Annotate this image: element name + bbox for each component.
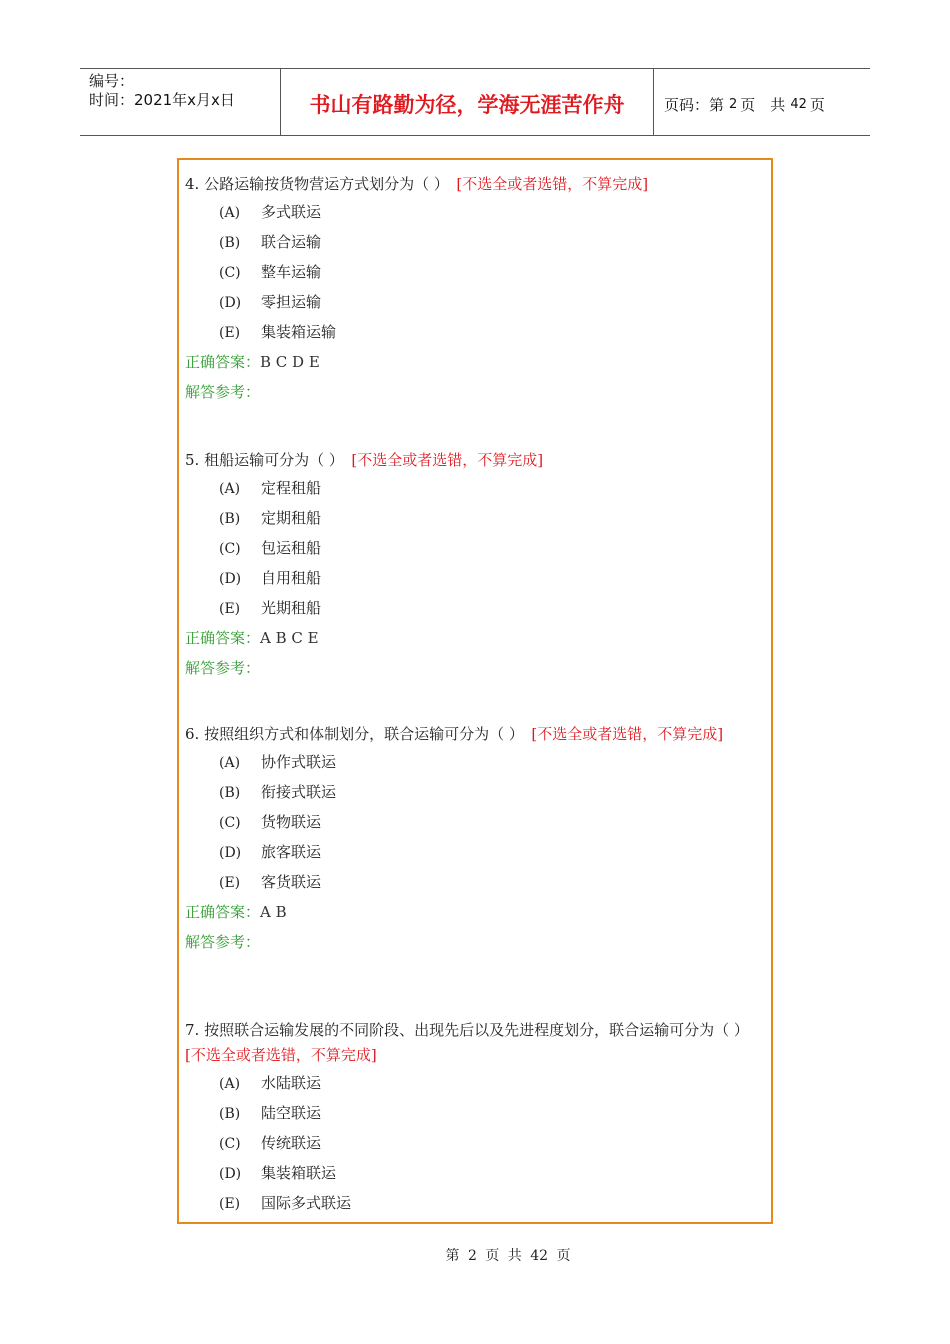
answer-value: A B (260, 903, 287, 921)
option-label: (B) (219, 785, 241, 801)
option-label: (C) (219, 1136, 241, 1152)
option-label: (E) (219, 325, 241, 341)
option-text: 货物联运 (261, 813, 322, 831)
option-text: 水陆联运 (261, 1074, 322, 1092)
option-label: (E) (219, 601, 241, 617)
option-label: (E) (219, 875, 241, 891)
footer-mid: 页 共 (485, 1248, 522, 1264)
option-text: 国际多式联运 (261, 1194, 352, 1212)
question-warning: [不选全或者选错，不算完成] (351, 451, 544, 469)
option-label: (E) (219, 1196, 241, 1212)
footer-current: 2 (467, 1248, 477, 1264)
option-text: 传统联运 (261, 1134, 322, 1152)
header-page-mid: 页 共 (740, 95, 786, 114)
question-5 (185, 448, 763, 683)
question-stem-text: 6. 按照组织方式和体制划分，联合运输可分为（ ） (185, 725, 517, 743)
header-date: 时间：2021年x月x日 (89, 91, 235, 109)
option-label: (C) (219, 815, 241, 831)
header-page-prefix: 页码：第 (664, 95, 725, 114)
question-box (177, 158, 773, 1224)
option-label: (B) (219, 1106, 241, 1122)
question-warning: [不选全或者选错，不算完成] (185, 1046, 377, 1064)
correct-answer (185, 623, 763, 653)
option-label: (C) (219, 541, 241, 557)
answer-value: A B C E (260, 629, 319, 647)
option-label: (A) (219, 481, 241, 497)
question-6 (185, 722, 763, 957)
option-a[interactable] (185, 473, 763, 503)
option-text: 定期租船 (261, 509, 322, 527)
option-text: 多式联运 (261, 203, 322, 221)
header-page-total: 42 (790, 96, 807, 112)
option-label: (D) (219, 571, 242, 587)
option-b[interactable] (185, 777, 763, 807)
option-label: (B) (219, 235, 241, 251)
page-header (80, 68, 870, 136)
option-b[interactable] (185, 1098, 763, 1128)
option-a[interactable] (185, 197, 763, 227)
answer-reference: 解答参考： (185, 933, 261, 951)
answer-label: 正确答案： (185, 629, 261, 647)
question-stem-text: 5. 租船运输可分为（ ） (185, 451, 337, 469)
option-text: 联合运输 (261, 233, 322, 251)
option-c[interactable] (185, 1128, 763, 1158)
option-c[interactable] (185, 533, 763, 563)
option-label: (A) (219, 755, 241, 771)
page-footer (0, 1245, 950, 1265)
header-meta (80, 69, 281, 135)
answer-value: B C D E (260, 353, 320, 371)
option-d[interactable] (185, 563, 763, 593)
question-warning: [不选全或者选错，不算完成] (456, 175, 649, 193)
option-label: (D) (219, 1166, 242, 1182)
option-text: 自用租船 (261, 569, 322, 587)
option-text: 整车运输 (261, 263, 322, 281)
option-label: (A) (219, 205, 241, 221)
option-d[interactable] (185, 837, 763, 867)
question-stem-text: 4. 公路运输按货物营运方式划分为（ ） (185, 175, 442, 193)
option-text: 定程租船 (261, 479, 322, 497)
header-slogan: 书山有路勤为径，学海无涯苦作舟 (281, 69, 654, 135)
option-text: 集装箱联运 (261, 1164, 337, 1182)
option-text: 集装箱运输 (261, 323, 337, 341)
header-number-label: 编号： (89, 72, 135, 90)
header-page-suffix: 页 (809, 95, 825, 114)
option-label: (B) (219, 511, 241, 527)
option-e[interactable] (185, 1188, 763, 1218)
option-text: 陆空联运 (261, 1104, 322, 1122)
answer-label: 正确答案： (185, 903, 261, 921)
option-e[interactable] (185, 317, 763, 347)
option-e[interactable] (185, 593, 763, 623)
option-d[interactable] (185, 287, 763, 317)
question-stem-text: 7. 按照联合运输发展的不同阶段、出现先后以及先进程度划分，联合运输可分为（ ） (185, 1021, 742, 1039)
option-text: 零担运输 (261, 293, 322, 311)
question-stem (185, 1018, 763, 1068)
option-a[interactable] (185, 1068, 763, 1098)
question-7 (185, 1018, 763, 1218)
option-text: 包运租船 (261, 539, 322, 557)
option-label: (D) (219, 845, 242, 861)
correct-answer (185, 347, 763, 377)
question-stem (185, 448, 763, 473)
answer-label: 正确答案： (185, 353, 261, 371)
option-c[interactable] (185, 257, 763, 287)
option-text: 协作式联运 (261, 753, 337, 771)
footer-suffix: 页 (556, 1248, 571, 1264)
option-text: 旅客联运 (261, 843, 322, 861)
header-page-info (654, 69, 870, 135)
option-b[interactable] (185, 227, 763, 257)
question-stem (185, 172, 763, 197)
footer-total: 42 (530, 1248, 549, 1264)
answer-reference: 解答参考： (185, 383, 261, 401)
option-label: (A) (219, 1076, 241, 1092)
option-d[interactable] (185, 1158, 763, 1188)
option-b[interactable] (185, 503, 763, 533)
header-page-current: 2 (729, 96, 738, 112)
option-c[interactable] (185, 807, 763, 837)
option-e[interactable] (185, 867, 763, 897)
option-text: 光期租船 (261, 599, 322, 617)
option-text: 衔接式联运 (261, 783, 337, 801)
question-warning: [不选全或者选错，不算完成] (531, 725, 724, 743)
question-4 (185, 172, 763, 407)
option-label: (D) (219, 295, 242, 311)
answer-reference: 解答参考： (185, 659, 261, 677)
footer-prefix: 第 (445, 1248, 460, 1264)
option-a[interactable] (185, 747, 763, 777)
question-stem (185, 722, 763, 747)
option-text: 客货联运 (261, 873, 322, 891)
option-label: (C) (219, 265, 241, 281)
correct-answer (185, 897, 763, 927)
